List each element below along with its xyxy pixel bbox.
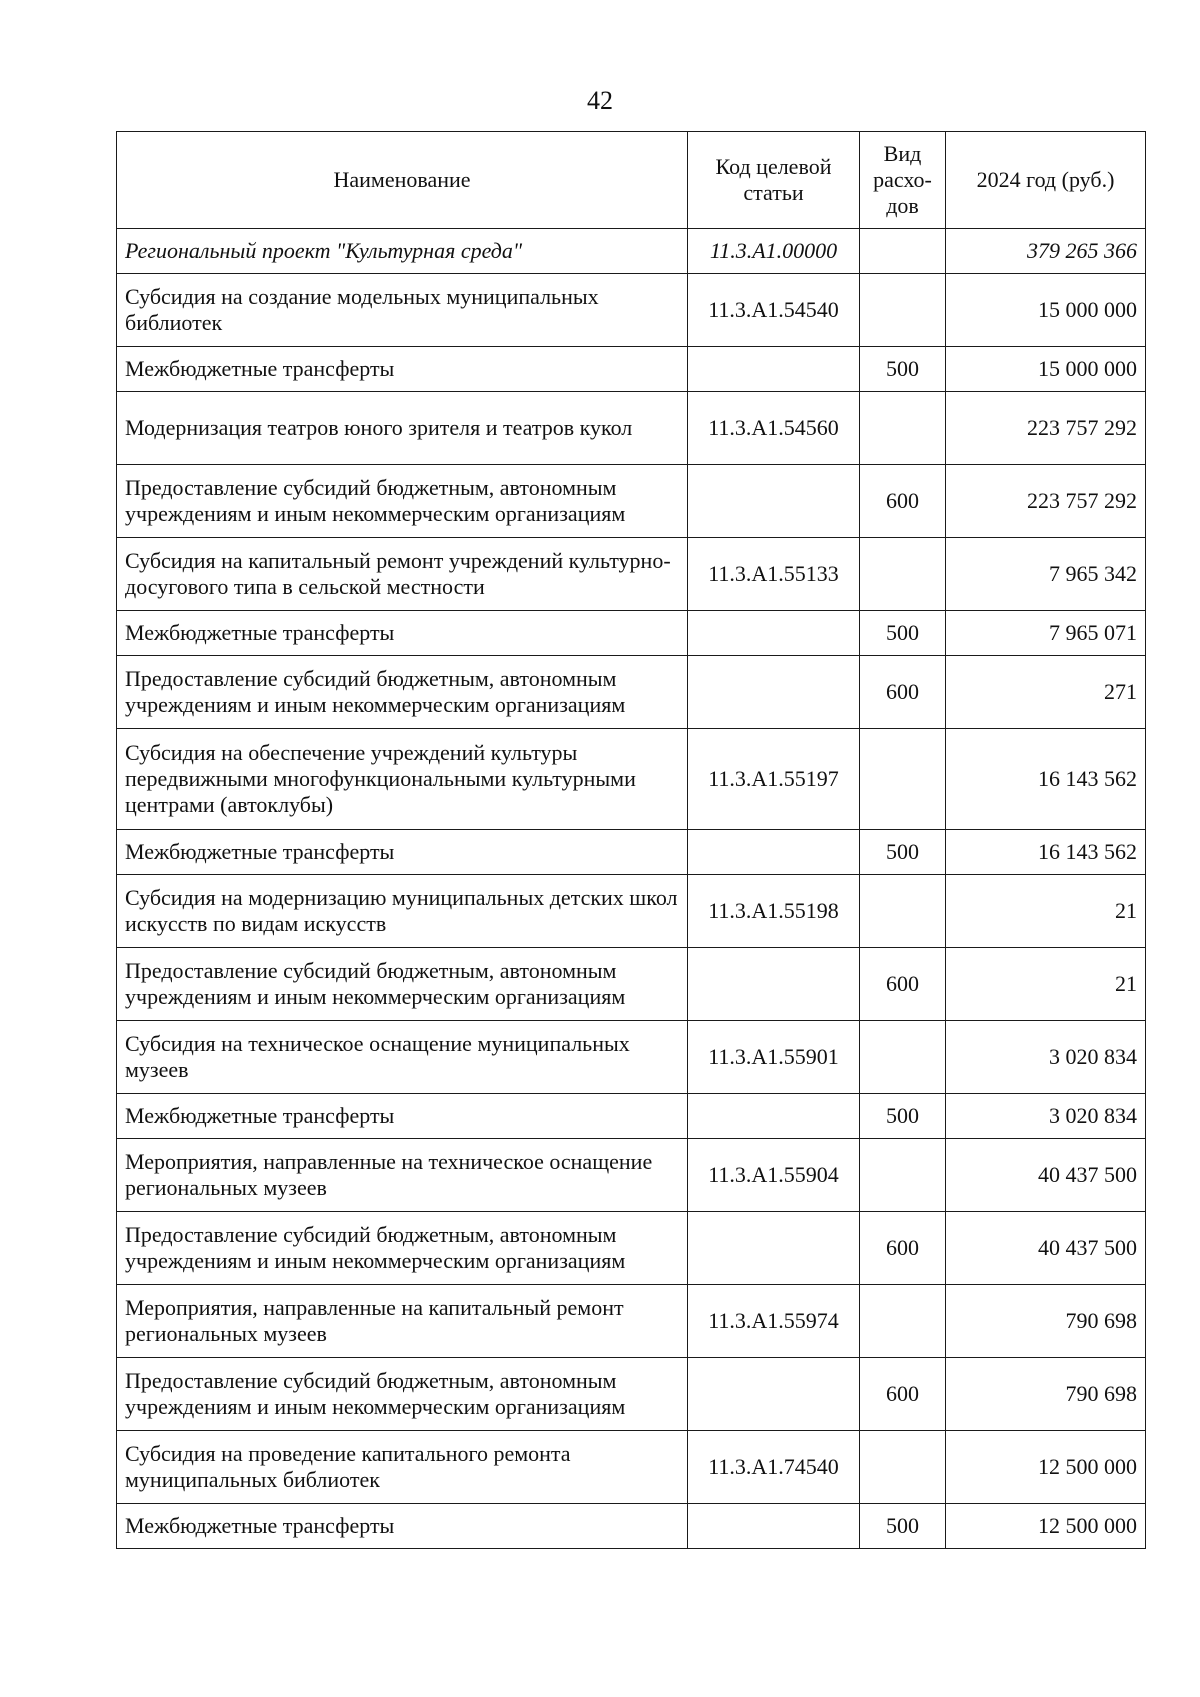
row-name: Субсидия на обеспечение учреждений культуры передвижными многофункциональными культурными центрами (автоклубы) bbox=[117, 729, 688, 830]
row-code bbox=[688, 1358, 860, 1431]
row-kind bbox=[860, 729, 946, 830]
header-amount: 2024 год (руб.) bbox=[946, 132, 1146, 229]
table-row bbox=[117, 538, 1146, 611]
row-amount: 40 437 500 bbox=[946, 1212, 1146, 1285]
table-row bbox=[117, 1504, 1146, 1549]
row-name: Межбюджетные трансферты bbox=[117, 830, 688, 875]
table-row bbox=[117, 465, 1146, 538]
row-kind: 500 bbox=[860, 1504, 946, 1549]
row-kind bbox=[860, 274, 946, 347]
header-name: Наименование bbox=[117, 132, 688, 229]
row-amount: 379 265 366 bbox=[946, 229, 1146, 274]
row-amount: 12 500 000 bbox=[946, 1504, 1146, 1549]
row-code: 11.3.А1.55974 bbox=[688, 1285, 860, 1358]
row-amount: 21 bbox=[946, 948, 1146, 1021]
table-row bbox=[117, 611, 1146, 656]
table-row bbox=[117, 1094, 1146, 1139]
row-name: Мероприятия, направленные на капитальный ремонт региональных музеев bbox=[117, 1285, 688, 1358]
row-kind bbox=[860, 1431, 946, 1504]
row-name: Предоставление субсидий бюджетным, автономным учреждениям и иным некоммерческим организациям bbox=[117, 948, 688, 1021]
row-name: Субсидия на создание модельных муниципальных библиотек bbox=[117, 274, 688, 347]
row-amount: 21 bbox=[946, 875, 1146, 948]
row-name: Межбюджетные трансферты bbox=[117, 1094, 688, 1139]
row-kind: 600 bbox=[860, 656, 946, 729]
table-body bbox=[117, 229, 1146, 1549]
row-kind bbox=[860, 392, 946, 465]
row-amount: 7 965 342 bbox=[946, 538, 1146, 611]
header-code: Код целевой статьи bbox=[688, 132, 860, 229]
row-code bbox=[688, 656, 860, 729]
table-row bbox=[117, 729, 1146, 830]
row-name: Предоставление субсидий бюджетным, автономным учреждениям и иным некоммерческим организациям bbox=[117, 1212, 688, 1285]
row-kind: 600 bbox=[860, 1212, 946, 1285]
row-code: 11.3.А1.54560 bbox=[688, 392, 860, 465]
row-code: 11.3.А1.55198 bbox=[688, 875, 860, 948]
row-code: 11.3.А1.55904 bbox=[688, 1139, 860, 1212]
row-amount: 790 698 bbox=[946, 1358, 1146, 1431]
row-code bbox=[688, 347, 860, 392]
row-amount: 223 757 292 bbox=[946, 392, 1146, 465]
row-code: 11.3.А1.55133 bbox=[688, 538, 860, 611]
table-row bbox=[117, 830, 1146, 875]
row-kind bbox=[860, 538, 946, 611]
row-name: Предоставление субсидий бюджетным, автономным учреждениям и иным некоммерческим организациям bbox=[117, 465, 688, 538]
row-kind: 500 bbox=[860, 347, 946, 392]
table-row bbox=[117, 1285, 1146, 1358]
row-kind bbox=[860, 875, 946, 948]
row-code: 11.3.А1.00000 bbox=[688, 229, 860, 274]
table-row bbox=[117, 1139, 1146, 1212]
table-row bbox=[117, 1212, 1146, 1285]
table-row bbox=[117, 1021, 1146, 1094]
row-code bbox=[688, 465, 860, 538]
row-name: Субсидия на техническое оснащение муниципальных музеев bbox=[117, 1021, 688, 1094]
row-amount: 271 bbox=[946, 656, 1146, 729]
budget-table bbox=[116, 131, 1146, 1549]
table-row bbox=[117, 1431, 1146, 1504]
row-amount: 223 757 292 bbox=[946, 465, 1146, 538]
row-kind: 600 bbox=[860, 465, 946, 538]
table-header bbox=[117, 132, 1146, 229]
row-name: Субсидия на проведение капитального ремонта муниципальных библиотек bbox=[117, 1431, 688, 1504]
row-code bbox=[688, 1094, 860, 1139]
page-number: 42 bbox=[587, 86, 613, 115]
row-code bbox=[688, 1212, 860, 1285]
row-code: 11.3.А1.55197 bbox=[688, 729, 860, 830]
row-amount: 16 143 562 bbox=[946, 729, 1146, 830]
table-row bbox=[117, 875, 1146, 948]
row-amount: 790 698 bbox=[946, 1285, 1146, 1358]
row-code: 11.3.А1.55901 bbox=[688, 1021, 860, 1094]
row-kind: 600 bbox=[860, 948, 946, 1021]
row-code bbox=[688, 948, 860, 1021]
row-kind: 500 bbox=[860, 830, 946, 875]
row-code bbox=[688, 1504, 860, 1549]
row-kind: 500 bbox=[860, 611, 946, 656]
row-name: Предоставление субсидий бюджетным, автономным учреждениям и иным некоммерческим организациям bbox=[117, 1358, 688, 1431]
row-amount: 40 437 500 bbox=[946, 1139, 1146, 1212]
row-name: Модернизация театров юного зрителя и театров кукол bbox=[117, 392, 688, 465]
table-row bbox=[117, 1358, 1146, 1431]
table-row bbox=[117, 274, 1146, 347]
row-kind bbox=[860, 229, 946, 274]
row-kind bbox=[860, 1285, 946, 1358]
row-code bbox=[688, 830, 860, 875]
row-amount: 15 000 000 bbox=[946, 347, 1146, 392]
row-name: Субсидия на модернизацию муниципальных детских школ искусств по видам искусств bbox=[117, 875, 688, 948]
row-kind: 600 bbox=[860, 1358, 946, 1431]
row-code: 11.3.А1.74540 bbox=[688, 1431, 860, 1504]
row-code bbox=[688, 611, 860, 656]
table-row bbox=[117, 392, 1146, 465]
header-kind: Вид расхо-дов bbox=[860, 132, 946, 229]
table-row bbox=[117, 948, 1146, 1021]
row-amount: 3 020 834 bbox=[946, 1094, 1146, 1139]
row-amount: 3 020 834 bbox=[946, 1021, 1146, 1094]
table-row bbox=[117, 347, 1146, 392]
row-kind bbox=[860, 1021, 946, 1094]
row-name: Региональный проект "Культурная среда" bbox=[117, 229, 688, 274]
row-name: Межбюджетные трансферты bbox=[117, 611, 688, 656]
row-amount: 7 965 071 bbox=[946, 611, 1146, 656]
row-name: Межбюджетные трансферты bbox=[117, 347, 688, 392]
row-kind bbox=[860, 1139, 946, 1212]
row-name: Межбюджетные трансферты bbox=[117, 1504, 688, 1549]
row-name: Предоставление субсидий бюджетным, автономным учреждениям и иным некоммерческим организациям bbox=[117, 656, 688, 729]
table-row bbox=[117, 656, 1146, 729]
row-name: Мероприятия, направленные на техническое оснащение региональных музеев bbox=[117, 1139, 688, 1212]
row-amount: 15 000 000 bbox=[946, 274, 1146, 347]
row-amount: 16 143 562 bbox=[946, 830, 1146, 875]
row-kind: 500 bbox=[860, 1094, 946, 1139]
row-name: Субсидия на капитальный ремонт учреждений культурно-досугового типа в сельской местности bbox=[117, 538, 688, 611]
row-amount: 12 500 000 bbox=[946, 1431, 1146, 1504]
header-row bbox=[117, 132, 1146, 229]
row-code: 11.3.А1.54540 bbox=[688, 274, 860, 347]
table-row bbox=[117, 229, 1146, 274]
